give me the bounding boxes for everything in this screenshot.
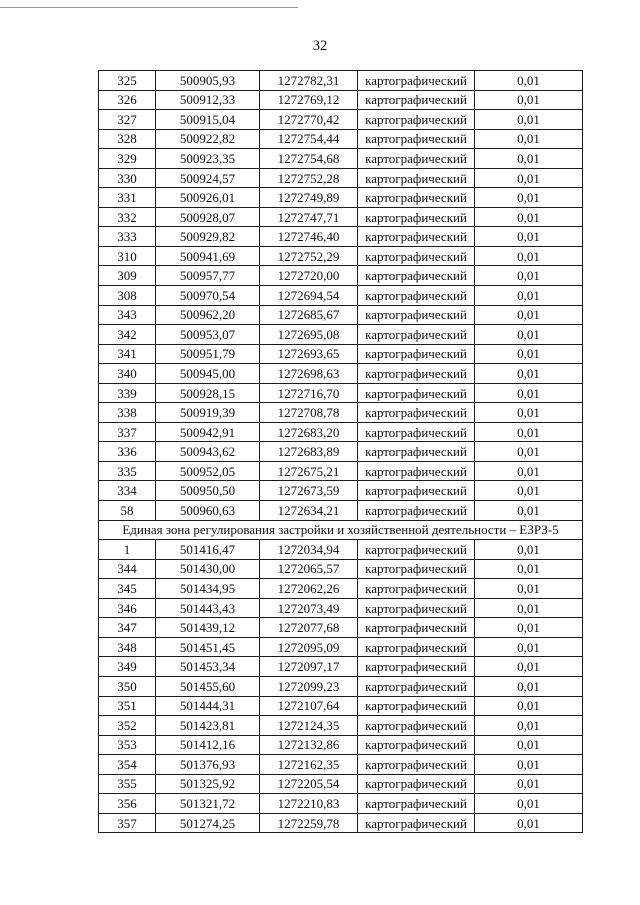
point-number-cell: 351 xyxy=(99,696,156,716)
y-coordinate-cell: 1272097,17 xyxy=(260,657,358,677)
method-cell: картографический xyxy=(358,364,475,384)
x-coordinate-cell: 501434,95 xyxy=(156,579,260,599)
coordinates-table xyxy=(98,70,583,833)
method-cell: картографический xyxy=(358,129,475,149)
y-coordinate-cell: 1272769,12 xyxy=(260,90,358,110)
y-coordinate-cell: 1272210,83 xyxy=(260,794,358,814)
point-number-cell: 348 xyxy=(99,637,156,657)
accuracy-cell: 0,01 xyxy=(475,305,583,325)
x-coordinate-cell: 500960,63 xyxy=(156,501,260,521)
table-row xyxy=(99,110,583,130)
y-coordinate-cell: 1272073,49 xyxy=(260,598,358,618)
accuracy-cell: 0,01 xyxy=(475,266,583,286)
table-row xyxy=(99,246,583,266)
table-row xyxy=(99,168,583,188)
zone-title: Единая зона регулирования застройки и хозяйственной деятельности – ЕЗРЗ-5 xyxy=(99,520,583,540)
table-row xyxy=(99,716,583,736)
y-coordinate-cell: 1272752,29 xyxy=(260,246,358,266)
x-coordinate-cell: 500941,69 xyxy=(156,246,260,266)
method-cell: картографический xyxy=(358,442,475,462)
method-cell: картографический xyxy=(358,637,475,657)
table-row xyxy=(99,227,583,247)
method-cell: картографический xyxy=(358,188,475,208)
accuracy-cell: 0,01 xyxy=(475,637,583,657)
point-number-cell: 343 xyxy=(99,305,156,325)
table-row xyxy=(99,305,583,325)
table-row xyxy=(99,90,583,110)
table-row xyxy=(99,813,583,833)
table-row xyxy=(99,344,583,364)
x-coordinate-cell: 500919,39 xyxy=(156,403,260,423)
method-cell: картографический xyxy=(358,735,475,755)
method-cell: картографический xyxy=(358,794,475,814)
x-coordinate-cell: 501439,12 xyxy=(156,618,260,638)
point-number-cell: 330 xyxy=(99,168,156,188)
accuracy-cell: 0,01 xyxy=(475,559,583,579)
table-row xyxy=(99,637,583,657)
table-row xyxy=(99,442,583,462)
x-coordinate-cell: 501451,45 xyxy=(156,637,260,657)
point-number-cell: 338 xyxy=(99,403,156,423)
y-coordinate-cell: 1272132,86 xyxy=(260,735,358,755)
y-coordinate-cell: 1272694,54 xyxy=(260,286,358,306)
method-cell: картографический xyxy=(358,559,475,579)
accuracy-cell: 0,01 xyxy=(475,657,583,677)
table-row xyxy=(99,188,583,208)
table-body-section-2 xyxy=(99,540,583,833)
table-row xyxy=(99,149,583,169)
table-row xyxy=(99,266,583,286)
x-coordinate-cell: 500943,62 xyxy=(156,442,260,462)
accuracy-cell: 0,01 xyxy=(475,501,583,521)
table-row xyxy=(99,207,583,227)
x-coordinate-cell: 500926,01 xyxy=(156,188,260,208)
method-cell: картографический xyxy=(358,540,475,560)
accuracy-cell: 0,01 xyxy=(475,696,583,716)
y-coordinate-cell: 1272693,65 xyxy=(260,344,358,364)
y-coordinate-cell: 1272695,08 xyxy=(260,325,358,345)
method-cell: картографический xyxy=(358,813,475,833)
accuracy-cell: 0,01 xyxy=(475,481,583,501)
x-coordinate-cell: 500928,07 xyxy=(156,207,260,227)
point-number-cell: 332 xyxy=(99,207,156,227)
method-cell: картографический xyxy=(358,344,475,364)
x-coordinate-cell: 501416,47 xyxy=(156,540,260,560)
y-coordinate-cell: 1272062,26 xyxy=(260,579,358,599)
accuracy-cell: 0,01 xyxy=(475,813,583,833)
method-cell: картографический xyxy=(358,149,475,169)
y-coordinate-cell: 1272259,78 xyxy=(260,813,358,833)
zone-section-header xyxy=(99,520,583,540)
y-coordinate-cell: 1272698,63 xyxy=(260,364,358,384)
accuracy-cell: 0,01 xyxy=(475,598,583,618)
accuracy-cell: 0,01 xyxy=(475,227,583,247)
accuracy-cell: 0,01 xyxy=(475,207,583,227)
y-coordinate-cell: 1272720,00 xyxy=(260,266,358,286)
method-cell: картографический xyxy=(358,461,475,481)
method-cell: картографический xyxy=(358,501,475,521)
method-cell: картографический xyxy=(358,110,475,130)
x-coordinate-cell: 501423,81 xyxy=(156,716,260,736)
table-row xyxy=(99,403,583,423)
x-coordinate-cell: 500922,82 xyxy=(156,129,260,149)
table-row xyxy=(99,696,583,716)
x-coordinate-cell: 500951,79 xyxy=(156,344,260,364)
table-row xyxy=(99,794,583,814)
table-row xyxy=(99,755,583,775)
point-number-cell: 308 xyxy=(99,286,156,306)
point-number-cell: 326 xyxy=(99,90,156,110)
x-coordinate-cell: 501376,93 xyxy=(156,755,260,775)
table-row xyxy=(99,501,583,521)
point-number-cell: 58 xyxy=(99,501,156,521)
point-number-cell: 336 xyxy=(99,442,156,462)
point-number-cell: 335 xyxy=(99,461,156,481)
y-coordinate-cell: 1272716,70 xyxy=(260,383,358,403)
y-coordinate-cell: 1272095,09 xyxy=(260,637,358,657)
accuracy-cell: 0,01 xyxy=(475,618,583,638)
method-cell: картографический xyxy=(358,71,475,91)
y-coordinate-cell: 1272782,31 xyxy=(260,71,358,91)
y-coordinate-cell: 1272205,54 xyxy=(260,774,358,794)
x-coordinate-cell: 500945,00 xyxy=(156,364,260,384)
point-number-cell: 325 xyxy=(99,71,156,91)
accuracy-cell: 0,01 xyxy=(475,364,583,384)
accuracy-cell: 0,01 xyxy=(475,579,583,599)
method-cell: картографический xyxy=(358,90,475,110)
table-row xyxy=(99,540,583,560)
point-number-cell: 328 xyxy=(99,129,156,149)
accuracy-cell: 0,01 xyxy=(475,90,583,110)
table-row xyxy=(99,598,583,618)
zone-title-row xyxy=(99,520,583,540)
point-number-cell: 331 xyxy=(99,188,156,208)
y-coordinate-cell: 1272673,59 xyxy=(260,481,358,501)
accuracy-cell: 0,01 xyxy=(475,794,583,814)
x-coordinate-cell: 500915,04 xyxy=(156,110,260,130)
table-row xyxy=(99,559,583,579)
accuracy-cell: 0,01 xyxy=(475,246,583,266)
y-coordinate-cell: 1272107,64 xyxy=(260,696,358,716)
table-body-section-1 xyxy=(99,71,583,521)
point-number-cell: 327 xyxy=(99,110,156,130)
method-cell: картографический xyxy=(358,579,475,599)
point-number-cell: 341 xyxy=(99,344,156,364)
method-cell: картографический xyxy=(358,286,475,306)
y-coordinate-cell: 1272685,67 xyxy=(260,305,358,325)
x-coordinate-cell: 501453,34 xyxy=(156,657,260,677)
table-row xyxy=(99,579,583,599)
table-row xyxy=(99,481,583,501)
y-coordinate-cell: 1272770,42 xyxy=(260,110,358,130)
method-cell: картографический xyxy=(358,696,475,716)
accuracy-cell: 0,01 xyxy=(475,286,583,306)
table-row xyxy=(99,422,583,442)
table-row xyxy=(99,735,583,755)
point-number-cell: 334 xyxy=(99,481,156,501)
method-cell: картографический xyxy=(358,207,475,227)
table-row xyxy=(99,71,583,91)
point-number-cell: 350 xyxy=(99,676,156,696)
point-number-cell: 344 xyxy=(99,559,156,579)
accuracy-cell: 0,01 xyxy=(475,422,583,442)
table-row xyxy=(99,286,583,306)
y-coordinate-cell: 1272754,68 xyxy=(260,149,358,169)
scan-edge-line xyxy=(0,7,298,8)
x-coordinate-cell: 501412,16 xyxy=(156,735,260,755)
accuracy-cell: 0,01 xyxy=(475,325,583,345)
x-coordinate-cell: 500923,35 xyxy=(156,149,260,169)
x-coordinate-cell: 500952,05 xyxy=(156,461,260,481)
method-cell: картографический xyxy=(358,755,475,775)
x-coordinate-cell: 500962,20 xyxy=(156,305,260,325)
point-number-cell: 356 xyxy=(99,794,156,814)
accuracy-cell: 0,01 xyxy=(475,71,583,91)
y-coordinate-cell: 1272752,28 xyxy=(260,168,358,188)
x-coordinate-cell: 500928,15 xyxy=(156,383,260,403)
accuracy-cell: 0,01 xyxy=(475,716,583,736)
accuracy-cell: 0,01 xyxy=(475,676,583,696)
table-row xyxy=(99,383,583,403)
point-number-cell: 310 xyxy=(99,246,156,266)
point-number-cell: 342 xyxy=(99,325,156,345)
accuracy-cell: 0,01 xyxy=(475,774,583,794)
method-cell: картографический xyxy=(358,598,475,618)
table-row xyxy=(99,364,583,384)
y-coordinate-cell: 1272746,40 xyxy=(260,227,358,247)
accuracy-cell: 0,01 xyxy=(475,755,583,775)
x-coordinate-cell: 500953,07 xyxy=(156,325,260,345)
point-number-cell: 309 xyxy=(99,266,156,286)
y-coordinate-cell: 1272162,35 xyxy=(260,755,358,775)
accuracy-cell: 0,01 xyxy=(475,735,583,755)
x-coordinate-cell: 501325,92 xyxy=(156,774,260,794)
point-number-cell: 347 xyxy=(99,618,156,638)
point-number-cell: 355 xyxy=(99,774,156,794)
page-number: 32 xyxy=(312,38,328,54)
accuracy-cell: 0,01 xyxy=(475,110,583,130)
y-coordinate-cell: 1272749,89 xyxy=(260,188,358,208)
method-cell: картографический xyxy=(358,422,475,442)
x-coordinate-cell: 500950,50 xyxy=(156,481,260,501)
method-cell: картографический xyxy=(358,403,475,423)
point-number-cell: 339 xyxy=(99,383,156,403)
point-number-cell: 340 xyxy=(99,364,156,384)
x-coordinate-cell: 500929,82 xyxy=(156,227,260,247)
y-coordinate-cell: 1272124,35 xyxy=(260,716,358,736)
point-number-cell: 345 xyxy=(99,579,156,599)
x-coordinate-cell: 501455,60 xyxy=(156,676,260,696)
x-coordinate-cell: 501443,43 xyxy=(156,598,260,618)
y-coordinate-cell: 1272747,71 xyxy=(260,207,358,227)
accuracy-cell: 0,01 xyxy=(475,168,583,188)
point-number-cell: 346 xyxy=(99,598,156,618)
method-cell: картографический xyxy=(358,676,475,696)
point-number-cell: 1 xyxy=(99,540,156,560)
point-number-cell: 337 xyxy=(99,422,156,442)
y-coordinate-cell: 1272065,57 xyxy=(260,559,358,579)
table-row xyxy=(99,129,583,149)
x-coordinate-cell: 500957,77 xyxy=(156,266,260,286)
x-coordinate-cell: 501321,72 xyxy=(156,794,260,814)
x-coordinate-cell: 501274,25 xyxy=(156,813,260,833)
x-coordinate-cell: 500924,57 xyxy=(156,168,260,188)
accuracy-cell: 0,01 xyxy=(475,540,583,560)
y-coordinate-cell: 1272754,44 xyxy=(260,129,358,149)
table-row xyxy=(99,461,583,481)
method-cell: картографический xyxy=(358,168,475,188)
point-number-cell: 329 xyxy=(99,149,156,169)
table-row xyxy=(99,618,583,638)
table-row xyxy=(99,676,583,696)
method-cell: картографический xyxy=(358,227,475,247)
accuracy-cell: 0,01 xyxy=(475,383,583,403)
point-number-cell: 352 xyxy=(99,716,156,736)
y-coordinate-cell: 1272683,89 xyxy=(260,442,358,462)
accuracy-cell: 0,01 xyxy=(475,188,583,208)
point-number-cell: 353 xyxy=(99,735,156,755)
y-coordinate-cell: 1272099,23 xyxy=(260,676,358,696)
table-row xyxy=(99,657,583,677)
x-coordinate-cell: 501430,00 xyxy=(156,559,260,579)
point-number-cell: 354 xyxy=(99,755,156,775)
method-cell: картографический xyxy=(358,383,475,403)
y-coordinate-cell: 1272675,21 xyxy=(260,461,358,481)
accuracy-cell: 0,01 xyxy=(475,442,583,462)
method-cell: картографический xyxy=(358,481,475,501)
y-coordinate-cell: 1272077,68 xyxy=(260,618,358,638)
method-cell: картографический xyxy=(358,246,475,266)
x-coordinate-cell: 500912,33 xyxy=(156,90,260,110)
method-cell: картографический xyxy=(358,774,475,794)
point-number-cell: 333 xyxy=(99,227,156,247)
method-cell: картографический xyxy=(358,305,475,325)
x-coordinate-cell: 500942,91 xyxy=(156,422,260,442)
accuracy-cell: 0,01 xyxy=(475,403,583,423)
table-row xyxy=(99,325,583,345)
method-cell: картографический xyxy=(358,657,475,677)
accuracy-cell: 0,01 xyxy=(475,344,583,364)
y-coordinate-cell: 1272683,20 xyxy=(260,422,358,442)
y-coordinate-cell: 1272708,78 xyxy=(260,403,358,423)
y-coordinate-cell: 1272634,21 xyxy=(260,501,358,521)
method-cell: картографический xyxy=(358,325,475,345)
method-cell: картографический xyxy=(358,716,475,736)
table-row xyxy=(99,774,583,794)
accuracy-cell: 0,01 xyxy=(475,461,583,481)
accuracy-cell: 0,01 xyxy=(475,129,583,149)
x-coordinate-cell: 501444,31 xyxy=(156,696,260,716)
method-cell: картографический xyxy=(358,266,475,286)
x-coordinate-cell: 500905,93 xyxy=(156,71,260,91)
x-coordinate-cell: 500970,54 xyxy=(156,286,260,306)
accuracy-cell: 0,01 xyxy=(475,149,583,169)
point-number-cell: 357 xyxy=(99,813,156,833)
method-cell: картографический xyxy=(358,618,475,638)
y-coordinate-cell: 1272034,94 xyxy=(260,540,358,560)
point-number-cell: 349 xyxy=(99,657,156,677)
